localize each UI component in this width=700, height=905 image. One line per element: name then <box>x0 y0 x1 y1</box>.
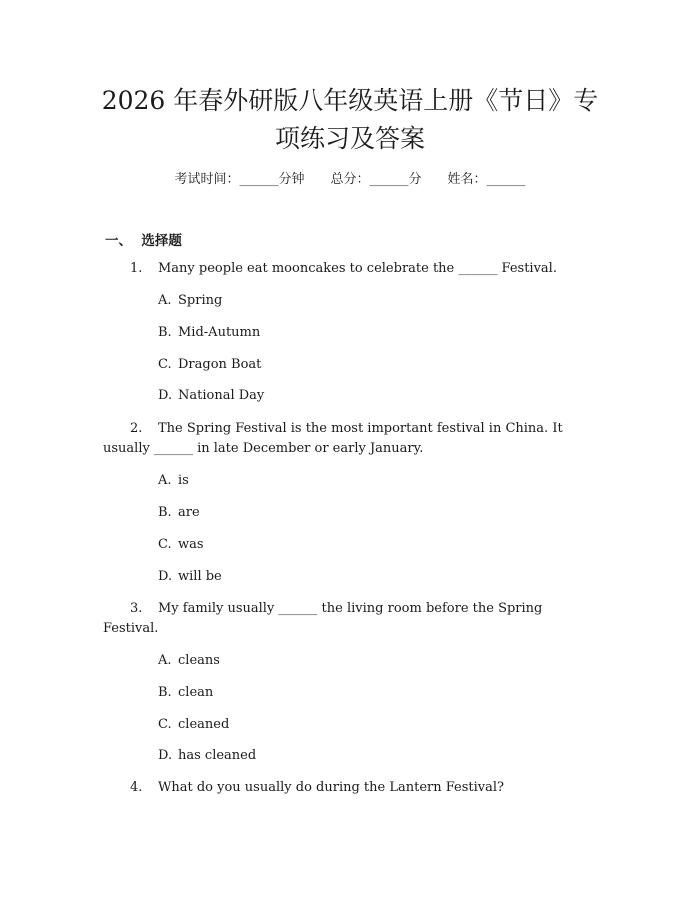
question-4 <box>130 778 504 798</box>
option-3d[interactable] <box>158 746 256 766</box>
option-text: has cleaned <box>178 748 257 763</box>
option-letter: B. <box>158 685 172 700</box>
question-3-continued: Festival. <box>103 621 159 636</box>
option-1d[interactable] <box>158 386 264 406</box>
option-text: Dragon Boat <box>178 357 262 372</box>
option-1a[interactable] <box>158 291 222 311</box>
total-score-field: 总分：______分 <box>330 172 422 187</box>
option-letter: B. <box>158 325 172 340</box>
student-name-field: 姓名：______ <box>447 172 526 187</box>
option-text: National Day <box>178 388 265 403</box>
option-letter: A. <box>158 473 172 488</box>
option-letter: C. <box>158 357 172 372</box>
option-1b[interactable] <box>158 323 260 343</box>
question-text: The Spring Festival is the most important festival in China. It <box>158 421 563 436</box>
option-letter: B. <box>158 505 172 520</box>
question-3 <box>130 599 542 619</box>
question-number: 2. <box>130 421 143 436</box>
option-3b[interactable] <box>158 683 213 703</box>
option-letter: C. <box>158 537 172 552</box>
section-heading: 一、 选择题 <box>105 233 182 249</box>
question-number: 3. <box>130 601 143 616</box>
option-letter: A. <box>158 653 172 668</box>
option-text: are <box>178 505 200 520</box>
page-title-line-1: 2026 年春外研版八年级英语上册《节日》专 <box>101 86 599 115</box>
exam-meta <box>0 168 700 187</box>
option-text: was <box>178 537 204 552</box>
option-1c[interactable] <box>158 355 261 375</box>
option-2c[interactable] <box>158 535 204 555</box>
option-letter: D. <box>158 748 173 763</box>
page-title-line-2: 项练习及答案 <box>274 124 425 153</box>
option-letter: C. <box>158 717 172 732</box>
option-text: cleans <box>178 653 220 668</box>
option-text: cleaned <box>178 717 230 732</box>
option-letter: A. <box>158 293 172 308</box>
option-3a[interactable] <box>158 651 220 671</box>
option-3c[interactable] <box>158 715 229 735</box>
option-letter: D. <box>158 388 173 403</box>
option-text: Spring <box>178 293 223 308</box>
option-2a[interactable] <box>158 471 189 491</box>
option-2b[interactable] <box>158 503 200 523</box>
question-1 <box>130 259 557 279</box>
question-2 <box>130 419 563 439</box>
exam-time-field: 考试时间：______分钟 <box>174 172 305 187</box>
option-text: is <box>178 473 189 488</box>
question-text: My family usually ______ the living room before the Spring <box>158 601 543 616</box>
question-text: Many people eat mooncakes to celebrate the ______ Festival. <box>158 261 557 276</box>
option-text: clean <box>178 685 214 700</box>
option-text: will be <box>178 569 222 584</box>
option-2d[interactable] <box>158 567 222 587</box>
question-2-continued: usually ______ in late December or early January. <box>103 441 424 456</box>
option-letter: D. <box>158 569 173 584</box>
question-number: 1. <box>130 261 143 276</box>
question-number: 4. <box>130 780 143 795</box>
option-text: Mid-Autumn <box>178 325 261 340</box>
question-text: What do you usually do during the Lantern Festival? <box>158 780 505 795</box>
